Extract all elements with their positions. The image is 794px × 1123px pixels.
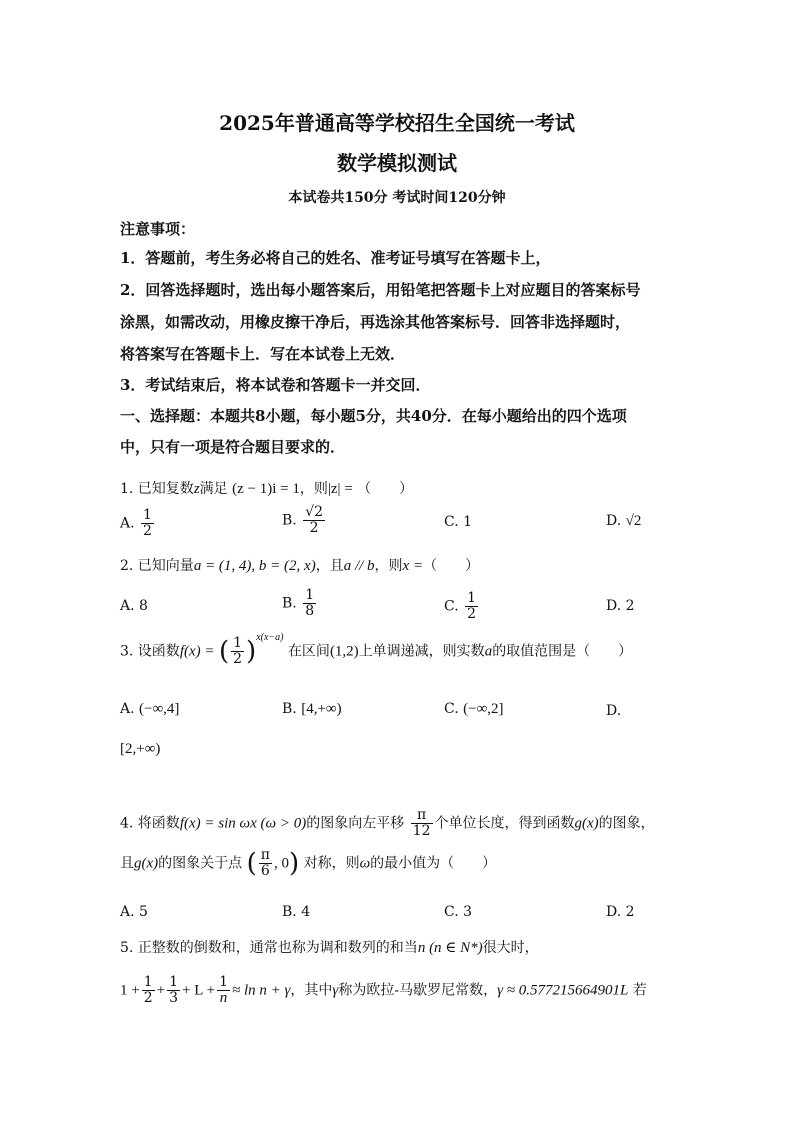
q3-text-4: 的取值范围是（ ） [492,643,633,660]
q3-option-b-value: [4,+∞) [301,701,342,717]
question-5-line-2 [120,975,647,1006]
q3-text-3: 上单调递减，则实数 [358,643,485,660]
notes-item-1: 1．答题前，考生务必将自己的姓名、准考证号填写在答题卡上， [120,249,551,267]
q4-option-b: B. 4 [282,904,311,920]
question-5 [120,937,539,957]
notes-heading: 注意事项： [120,220,196,238]
q5-third-den: 3 [169,990,179,1006]
q5-frac-third [167,975,180,1006]
q1-text-3: ，则 [299,481,328,497]
q4-fx: f(x) = sin ωx (ω > 0) [179,815,307,832]
q2-option-c-label: C. [444,598,459,615]
question-2 [120,555,479,575]
section-heading-line-1: 一、选择题：本题共8小题，每小题5分，共40分．在每小题给出的四个选项 [120,407,627,425]
exam-info: 本试卷共150分 考试时间120分钟 [288,190,506,206]
q1-option-c: C. 1 [444,514,473,530]
q2-option-b [282,588,318,619]
q4-omega: ω [359,855,371,872]
q4-l2-text-1: 且 [120,855,134,872]
question-1 [120,478,413,498]
q1-option-b [282,505,327,536]
q5-text-2: 很大时， [482,940,539,956]
q3-var-a: a [484,643,493,660]
q4-text-1: 4. 将函数 [120,815,180,832]
q4-gx: g(x) [574,815,599,832]
q1-blank: （ ） [357,481,414,497]
q2-c-num: 1 [467,590,477,606]
q3-option-d: D. [606,703,622,719]
q1-option-a [120,508,156,539]
q4-point-right-paren: ) [288,848,300,879]
q2-text-2: ，且 [315,558,344,574]
q1-option-b-label: B. [282,512,297,529]
q5-nth-num: 1 [219,974,228,990]
q4-shift-den: 12 [412,823,431,839]
q3-option-c-value: (−∞,2] [463,701,504,717]
q5-third-num: 1 [169,974,179,990]
q5-frac-half [142,975,155,1006]
q3-option-a-label: A. [120,701,135,717]
q4-point-left-paren: ( [246,848,257,879]
q4-text-2: 的图象向左平移 [306,815,405,832]
q1-text-1: 1. 已知复数 [120,481,194,497]
q4-option-c: C. 3 [444,904,473,920]
q4-point-num: π [260,847,270,863]
q4-option-d: D. 2 [606,904,635,920]
q3-base-fraction [231,636,244,667]
q1-a-num: 1 [143,507,152,523]
q2-option-c-fraction [465,591,478,622]
q4-shift-fraction [411,808,433,839]
q3-left-paren: ( [218,636,230,667]
q2-text-3: ，则 [374,558,403,574]
q4-point-den: 6 [259,863,272,879]
q4-l2-text-4: 的最小值为（ ） [370,855,497,872]
q4-l2-text-3: 对称，则 [303,855,360,872]
section-heading-line-2: 中，只有一项是符合题目要求的． [120,438,346,456]
q3-text-1: 3. 设函数 [120,643,180,660]
q5-text-5: 若 [632,982,647,999]
q1-option-a-fraction [141,508,154,539]
q1-b-den: 2 [303,520,325,536]
q1-option-d-value: √2 [625,513,642,529]
q2-text-1: 2. 已知向量 [120,558,194,574]
q3-option-d-value: [2,+∞) [120,741,161,757]
q4-text-3: 个单位长度，得到函数 [434,815,575,832]
q5-text-3: ，其中 [290,982,333,999]
q5-gamma: γ [332,982,339,999]
notes-item-2-line-3: 将答案写在答题卡上．写在本试卷上无效． [120,345,406,363]
question-4 [120,808,655,839]
q3-fx: f(x) = [179,643,215,660]
q4-text-4: 的图象， [598,815,655,832]
q3-base-den: 2 [233,651,243,667]
q1-option-b-fraction [303,505,325,536]
q3-base-num: 1 [233,635,243,651]
q5-gamma-value: γ ≈ 0.577215664901L [497,982,629,999]
q1-option-a-label: A. [120,515,135,532]
q1-a-den: 2 [143,523,152,539]
q5-n-condition: n (n ∈ N*) [417,940,483,956]
q3-text-2: 在区间 [287,643,330,660]
q2-option-c [444,591,480,622]
q4-l2-gx: g(x) [134,855,159,872]
q1-option-d [606,513,641,530]
q4-option-a: A. 5 [120,904,148,920]
q3-option-c-label: C. [444,701,459,717]
q3-option-b [282,701,342,718]
q5-approx: ≈ ln n + γ [231,982,291,999]
question-4-line-2 [120,848,496,879]
q2-b-num: 1 [305,587,315,603]
q5-frac-nth [217,975,230,1006]
q3-exponent: x(x−a) [256,632,284,643]
q3-option-a-value: (−∞,4] [139,701,180,717]
q3-right-paren: ) [246,636,257,667]
q2-option-a: A. 8 [120,598,148,614]
q1-option-d-label: D. [606,513,622,529]
exam-subtitle: 数学模拟测试 [337,151,457,175]
q2-option-b-label: B. [282,595,297,612]
q1-b-num: √2 [305,504,324,520]
q2-blank: （ ） [423,558,480,574]
notes-item-3: 3．考试结束后，将本试卷和答题卡一并交回． [120,376,431,394]
q3-option-b-label: B. [282,701,297,717]
q5-plus-l: + L + [182,982,216,999]
q3-option-c [444,701,504,718]
q5-sum-start: 1 + [120,982,140,999]
q3-interval: (1,2) [329,643,359,660]
q4-point-fraction [259,848,272,879]
notes-item-2-line-1: 2．回答选择题时，选出每小题答案后，用铅笔把答题卡上对应题目的答案标号 [120,281,641,299]
q1-var-z: z [193,481,200,497]
q1-text-2: 满足 [199,481,228,497]
q5-text-4: 称为欧拉-马歇罗尼常数， [338,982,498,999]
q2-parallel: a // b [343,558,375,574]
q4-l2-text-2: 的图象关于点 [158,855,243,872]
q4-shift-num: π [416,807,427,823]
q5-half-den: 2 [143,990,153,1006]
notes-item-2-line-2: 涂黑，如需改动，用橡皮擦干净后，再选涂其他答案标号．回答非选择题时， [120,313,631,331]
q1-equation: (z − 1)i = 1 [232,481,300,497]
q2-b-den: 8 [305,603,315,619]
exam-title: 2025年普通高等学校招生全国统一考试 [219,111,575,135]
q5-text-1: 5. 正整数的倒数和，通常也称为调和数列的和当 [120,940,418,956]
q5-nth-den: n [217,990,230,1006]
q1-abs-z: |z| = [327,481,353,497]
q4-point-rest: , 0 [273,855,289,872]
q3-option-a [120,701,179,718]
question-3 [120,632,633,667]
q2-x-eq: x = [402,558,424,574]
q2-vectors: a = (1, 4), b = (2, x) [193,558,316,574]
q2-option-d: D. 2 [606,598,635,614]
q2-option-b-fraction [303,588,316,619]
q5-plus: + [156,982,166,999]
q2-c-den: 2 [467,606,477,622]
q5-half-num: 1 [143,974,153,990]
